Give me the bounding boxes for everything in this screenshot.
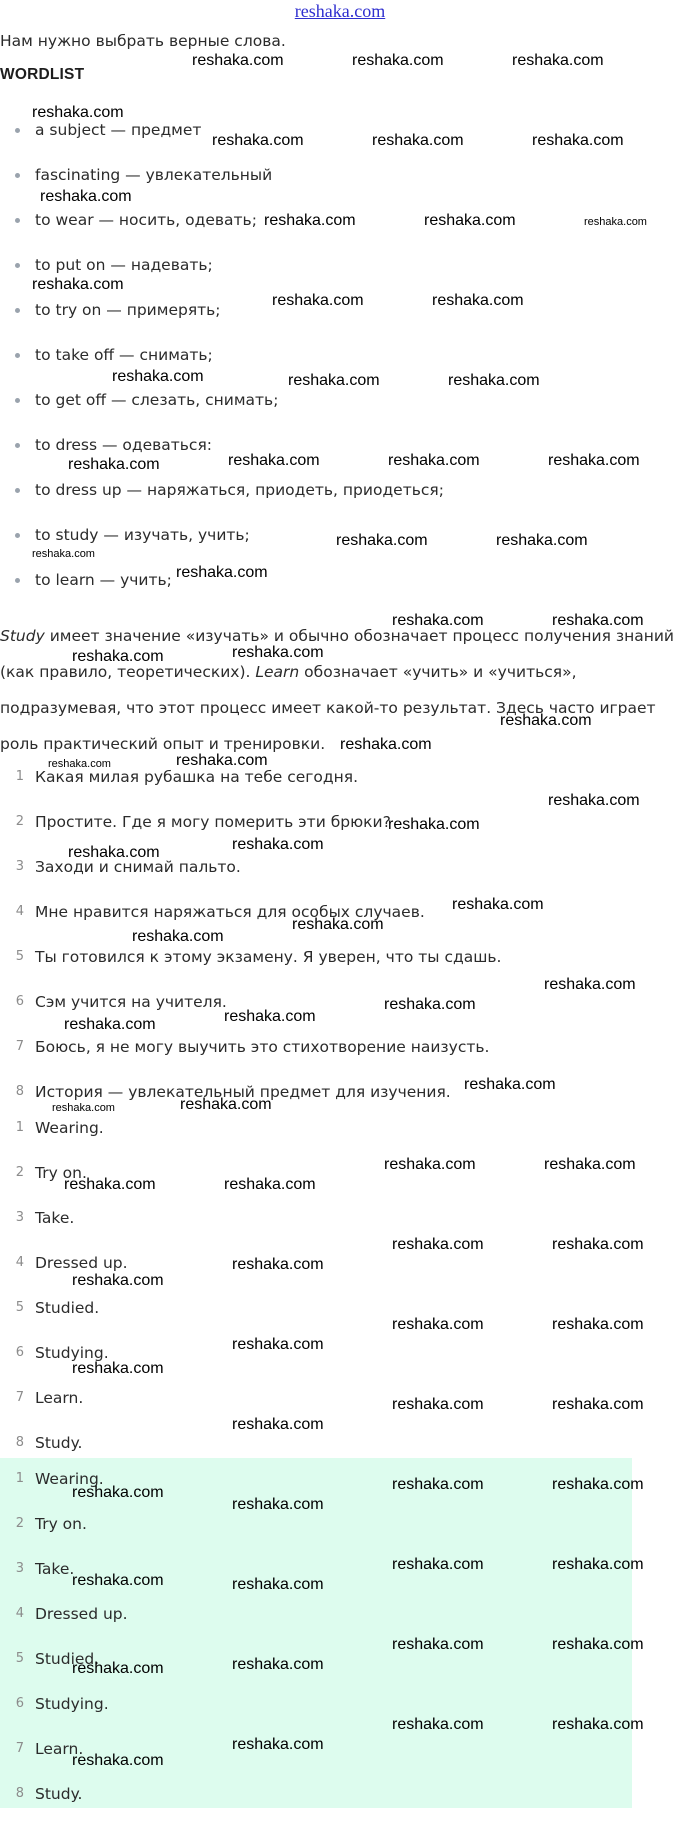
watermark: reshaka.com <box>552 612 644 629</box>
bullet-icon <box>15 308 20 313</box>
watermark: reshaka.com <box>388 816 480 833</box>
watermark: reshaka.com <box>232 1736 324 1753</box>
watermark: reshaka.com <box>552 1636 644 1653</box>
item-number: 3 <box>15 1561 24 1576</box>
item-text: Dressed up. <box>35 1605 128 1623</box>
watermark: reshaka.com <box>232 1256 324 1273</box>
watermark: reshaka.com <box>392 1556 484 1573</box>
item-number: 5 <box>15 1300 24 1315</box>
wordlist-item-text: to study — изучать, учить; <box>35 526 250 544</box>
watermark: reshaka.com <box>132 928 224 945</box>
item-number: 3 <box>15 1210 24 1225</box>
item-number: 4 <box>15 1255 24 1270</box>
bullet-icon <box>15 533 20 538</box>
item-text: Wearing. <box>35 1470 104 1488</box>
item-number: 7 <box>15 1039 24 1054</box>
bullet-icon <box>15 398 20 403</box>
list-item <box>0 1205 128 1250</box>
list-item <box>0 1034 501 1079</box>
item-text: Какая милая рубашка на тебе сегодня. <box>35 768 359 786</box>
watermark: reshaka.com <box>548 792 640 809</box>
item-text: Take. <box>35 1560 75 1578</box>
watermark: reshaka.com <box>392 1716 484 1733</box>
item-text: Study. <box>35 1434 83 1452</box>
highlighted-answers-list <box>0 1466 128 1826</box>
item-number: 5 <box>15 949 24 964</box>
bullet-icon <box>15 218 20 223</box>
watermark: reshaka.com <box>64 1016 156 1033</box>
watermark: reshaka.com <box>232 644 324 661</box>
watermark: reshaka.com <box>552 1236 644 1253</box>
watermark: reshaka.com <box>372 132 464 149</box>
watermark: reshaka.com <box>228 452 320 469</box>
item-number: 7 <box>15 1390 24 1405</box>
item-text: Learn. <box>35 1740 84 1758</box>
learn-term: Learn <box>255 663 300 681</box>
watermark: reshaka.com <box>192 52 284 69</box>
wordlist-item <box>0 293 444 338</box>
watermark: reshaka.com <box>500 712 592 729</box>
item-number: 8 <box>15 1435 24 1450</box>
watermark: reshaka.com <box>40 188 132 205</box>
watermark: reshaka.com <box>72 1660 164 1677</box>
watermark: reshaka.com <box>552 1556 644 1573</box>
item-text: Try on. <box>35 1164 87 1182</box>
watermark: reshaka.com <box>176 564 268 581</box>
item-number: 7 <box>15 1741 24 1756</box>
bullet-icon <box>15 263 20 268</box>
item-text: Studied. <box>35 1299 100 1317</box>
item-text: Мне нравится наряжаться для особых случаев. <box>35 903 425 921</box>
item-number: 5 <box>15 1651 24 1666</box>
item-number: 6 <box>15 1345 24 1360</box>
item-number: 1 <box>15 769 24 784</box>
watermark: reshaka.com <box>272 292 364 309</box>
watermark: reshaka.com <box>448 372 540 389</box>
watermark: reshaka.com <box>232 1656 324 1673</box>
watermark: reshaka.com <box>392 612 484 629</box>
bullet-icon <box>15 443 20 448</box>
item-number: 8 <box>15 1084 24 1099</box>
watermark: reshaka.com <box>288 372 380 389</box>
item-number: 6 <box>15 1696 24 1711</box>
item-text: Try on. <box>35 1515 87 1533</box>
watermark: reshaka.com <box>64 1176 156 1193</box>
item-text: Боюсь, я не могу выучить это стихотворение наизусть. <box>35 1038 490 1056</box>
watermark: reshaka.com <box>352 52 444 69</box>
item-text: Dressed up. <box>35 1254 128 1272</box>
wordlist-item <box>0 473 444 518</box>
list-item <box>0 899 501 944</box>
watermark: reshaka.com <box>544 1156 636 1173</box>
watermark: reshaka.com <box>340 736 432 753</box>
bullet-icon <box>15 578 20 583</box>
item-number: 1 <box>15 1120 24 1135</box>
item-number: 6 <box>15 994 24 1009</box>
watermark: reshaka.com <box>584 216 647 228</box>
watermark: reshaka.com <box>384 1156 476 1173</box>
watermark: reshaka.com <box>224 1176 316 1193</box>
watermark: reshaka.com <box>392 1236 484 1253</box>
item-text: Learn. <box>35 1389 84 1407</box>
wordlist-item-text: to dress — одеваться: <box>35 436 213 454</box>
list-item <box>0 1781 128 1826</box>
item-number: 3 <box>15 859 24 874</box>
watermark: reshaka.com <box>392 1476 484 1493</box>
watermark: reshaka.com <box>544 976 636 993</box>
watermark: reshaka.com <box>68 456 160 473</box>
watermark: reshaka.com <box>392 1396 484 1413</box>
watermark: reshaka.com <box>384 996 476 1013</box>
watermark: reshaka.com <box>232 1496 324 1513</box>
watermark: reshaka.com <box>552 1316 644 1333</box>
item-text: Studying. <box>35 1344 109 1362</box>
item-text: Study. <box>35 1785 83 1803</box>
wordlist-item-text: fascinating — увлекательный <box>35 166 273 184</box>
wordlist-item-text: to try on — примерять; <box>35 301 221 319</box>
item-text: Studied. <box>35 1650 100 1668</box>
item-number: 2 <box>15 1516 24 1531</box>
wordlist-item-text: to get off — слезать, снимать; <box>35 391 279 409</box>
watermark: reshaka.com <box>512 52 604 69</box>
watermark: reshaka.com <box>32 104 124 121</box>
list-item <box>0 1511 128 1556</box>
bullet-icon <box>15 128 20 133</box>
watermark: reshaka.com <box>180 1096 272 1113</box>
item-text: Ты готовился к этому экзамену. Я уверен, что ты сдашь. <box>35 948 502 966</box>
item-text: Сэм учится на учителя. <box>35 993 227 1011</box>
watermark: reshaka.com <box>552 1716 644 1733</box>
watermark: reshaka.com <box>68 844 160 861</box>
item-number: 8 <box>15 1786 24 1801</box>
item-number: 2 <box>15 1165 24 1180</box>
watermark: reshaka.com <box>392 1316 484 1333</box>
watermark: reshaka.com <box>212 132 304 149</box>
watermark: reshaka.com <box>232 836 324 853</box>
watermark: reshaka.com <box>452 896 544 913</box>
watermark: reshaka.com <box>72 648 164 665</box>
intro-text: Нам нужно выбрать верные слова. <box>0 32 286 50</box>
watermark: reshaka.com <box>548 452 640 469</box>
bullet-icon <box>15 173 20 178</box>
watermark: reshaka.com <box>176 752 268 769</box>
watermark: reshaka.com <box>552 1476 644 1493</box>
wordlist-item-text: to wear — носить, одевать; <box>35 211 257 229</box>
watermark: reshaka.com <box>388 452 480 469</box>
wordlist-item-text: to dress up — наряжаться, приодеть, приодеться; <box>35 481 444 499</box>
watermark: reshaka.com <box>48 758 111 770</box>
watermark: reshaka.com <box>72 1572 164 1589</box>
watermark: reshaka.com <box>464 1076 556 1093</box>
wordlist-item-text: to put on — надевать; <box>35 256 213 274</box>
answers-list <box>0 1115 128 1475</box>
watermark: reshaka.com <box>224 1008 316 1025</box>
bullet-icon <box>15 353 20 358</box>
item-number: 2 <box>15 814 24 829</box>
wordlist-item-text: to take off — снимать; <box>35 346 213 364</box>
list-item <box>0 1601 128 1646</box>
item-text: Заходи и снимай пальто. <box>35 858 241 876</box>
item-text: Studying. <box>35 1695 109 1713</box>
watermark: reshaka.com <box>72 1752 164 1769</box>
watermark: reshaka.com <box>292 916 384 933</box>
watermark: reshaka.com <box>432 292 524 309</box>
watermark: reshaka.com <box>232 1336 324 1353</box>
wordlist-item-text: a subject — предмет <box>35 121 202 139</box>
watermark: reshaka.com <box>336 532 428 549</box>
watermark: reshaka.com <box>392 1636 484 1653</box>
item-number: 1 <box>15 1471 24 1486</box>
study-term: Study <box>0 627 45 645</box>
watermark: reshaka.com <box>232 1416 324 1433</box>
item-text: Take. <box>35 1209 75 1227</box>
watermark: reshaka.com <box>232 1576 324 1593</box>
item-number: 4 <box>15 904 24 919</box>
wordlist-heading: WORDLIST <box>0 66 85 83</box>
item-text: Wearing. <box>35 1119 104 1137</box>
watermark: reshaka.com <box>52 1102 115 1114</box>
wordlist-item <box>0 203 444 248</box>
bullet-icon <box>15 488 20 493</box>
list-item <box>0 1385 128 1430</box>
wordlist-item <box>0 428 444 473</box>
list-item <box>0 1691 128 1736</box>
watermark: reshaka.com <box>72 1272 164 1289</box>
explanation-part1: имеет значение «изучать» и обычно обозначает процесс получения знаний (как правило, теоретических). <box>0 627 674 681</box>
item-text: История — увлекательный предмет для изучения. <box>35 1083 451 1101</box>
site-link[interactable]: reshaka.com <box>294 1 386 21</box>
watermark: reshaka.com <box>112 368 204 385</box>
item-number: 4 <box>15 1606 24 1621</box>
list-item <box>0 1115 128 1160</box>
wordlist-item-text: to learn — учить; <box>35 571 172 589</box>
watermark: reshaka.com <box>496 532 588 549</box>
watermark: reshaka.com <box>532 132 624 149</box>
list-item <box>0 1295 128 1340</box>
item-text: Простите. Где я могу померить эти брюки? <box>35 813 391 831</box>
watermark: reshaka.com <box>72 1484 164 1501</box>
watermark: reshaka.com <box>32 548 95 560</box>
watermark: reshaka.com <box>32 276 124 293</box>
watermark: reshaka.com <box>72 1360 164 1377</box>
list-item <box>0 944 501 989</box>
watermark: reshaka.com <box>552 1396 644 1413</box>
watermark: reshaka.com <box>264 212 356 229</box>
explanation-part2: обозначает «учить» и «учиться», подразумевая, что этот процесс имеет какой-то результат. Здесь часто играет роль практический опыт и тренировки. <box>0 663 656 753</box>
watermark: reshaka.com <box>424 212 516 229</box>
